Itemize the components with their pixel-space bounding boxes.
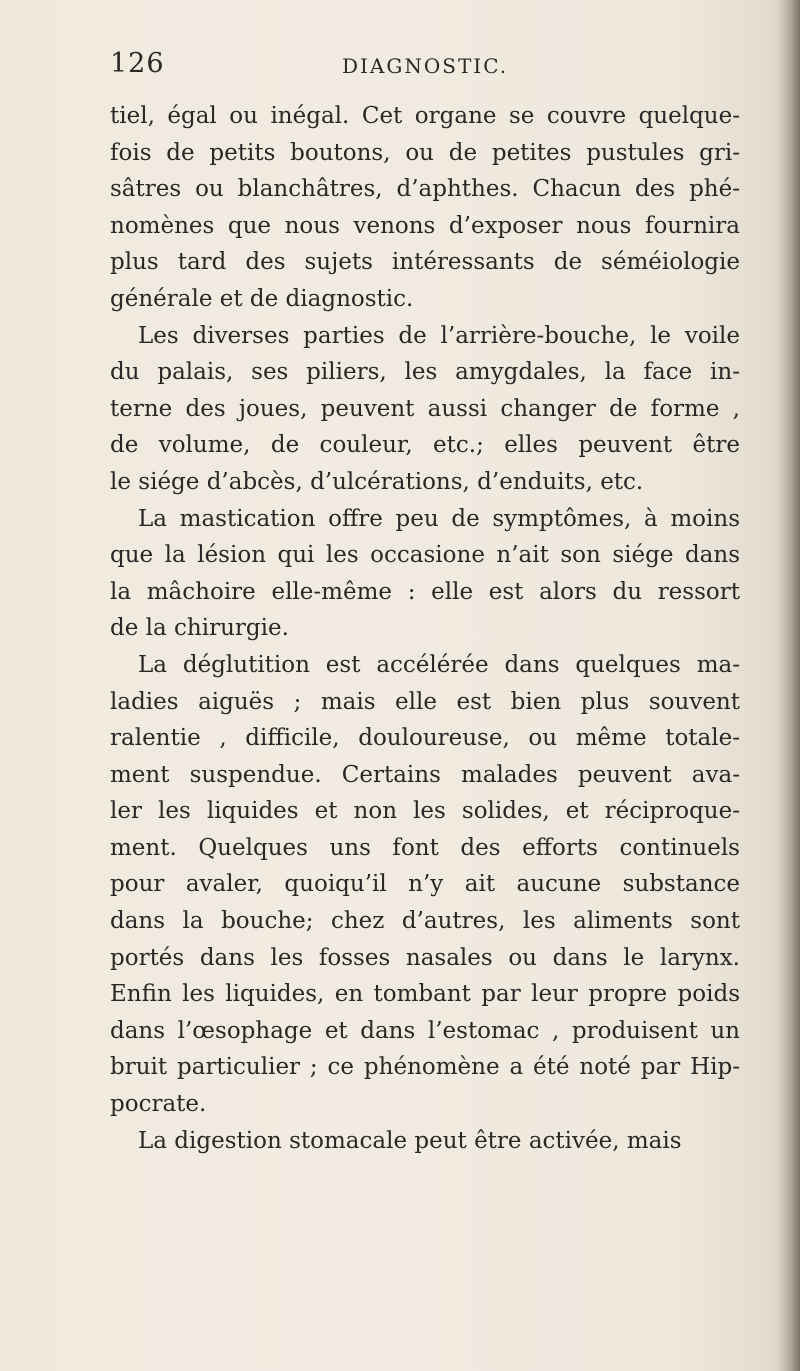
text-line: Enfin les liquides, en tombant par leur propre poids bbox=[110, 981, 740, 1008]
text-line: ment suspendue. Certains malades peuvent ava- bbox=[110, 761, 740, 788]
text-line: La digestion stomacale peut être activée, mais bbox=[138, 1127, 682, 1154]
text-line: terne des joues, peuvent aussi changer de forme , bbox=[110, 395, 740, 422]
text-line: pour avaler, quoiqu’il n’y ait aucune substance bbox=[110, 871, 740, 898]
text-line: le siége d’abcès, d’ulcérations, d’enduits, etc. bbox=[110, 468, 644, 495]
text-line: portés dans les fosses nasales ou dans le larynx. bbox=[110, 944, 740, 971]
text-line: sâtres ou blanchâtres, d’aphthes. Chacun des phé- bbox=[110, 176, 740, 203]
text-line: La mastication offre peu de symptômes, à moins bbox=[138, 505, 740, 532]
text-line: générale et de diagnostic. bbox=[110, 285, 414, 312]
running-head bbox=[110, 48, 730, 88]
text-line: tiel, égal ou inégal. Cet organe se couvre quelque- bbox=[110, 103, 740, 129]
text-line: ler les liquides et non les solides, et réciproque- bbox=[110, 798, 740, 825]
text-line: que la lésion qui les occasione n’ait son siége dans bbox=[110, 542, 740, 569]
page-number: 126 bbox=[110, 48, 165, 79]
text-line: plus tard des sujets intéressants de séméiologie bbox=[110, 249, 740, 276]
text-line: ralentie , difficile, douloureuse, ou même totale- bbox=[110, 725, 740, 752]
text-line: du palais, ses piliers, les amygdales, la face in- bbox=[110, 359, 740, 386]
page-edge-shadow bbox=[778, 0, 800, 1371]
text-line: la mâchoire elle-même : elle est alors du ressort bbox=[110, 578, 740, 605]
body-text bbox=[110, 98, 740, 1159]
text-line: dans la bouche; chez d’autres, les aliments sont bbox=[110, 908, 740, 935]
text-line: ladies aiguës ; mais elle est bien plus souvent bbox=[110, 688, 740, 715]
text-line: Les diverses parties de l’arrière-bouche, le voile bbox=[138, 322, 740, 349]
text-line: de volume, de couleur, etc.; elles peuvent être bbox=[110, 432, 740, 459]
text-line: dans l’œsophage et dans l’estomac , produisent un bbox=[110, 1017, 740, 1044]
text-line: ment. Quelques uns font des efforts continuels bbox=[110, 834, 740, 861]
text-line: bruit particulier ; ce phénomène a été noté par Hip- bbox=[110, 1054, 740, 1081]
text-line: La déglutition est accélérée dans quelques ma- bbox=[138, 651, 740, 678]
text-line: de la chirurgie. bbox=[110, 615, 289, 642]
text-line: nomènes que nous venons d’exposer nous fournira bbox=[110, 212, 740, 239]
text-line: pocrate. bbox=[110, 1091, 207, 1118]
running-title: DIAGNOSTIC. bbox=[342, 54, 509, 78]
text-line: fois de petits boutons, ou de petites pustules gri- bbox=[110, 139, 740, 166]
